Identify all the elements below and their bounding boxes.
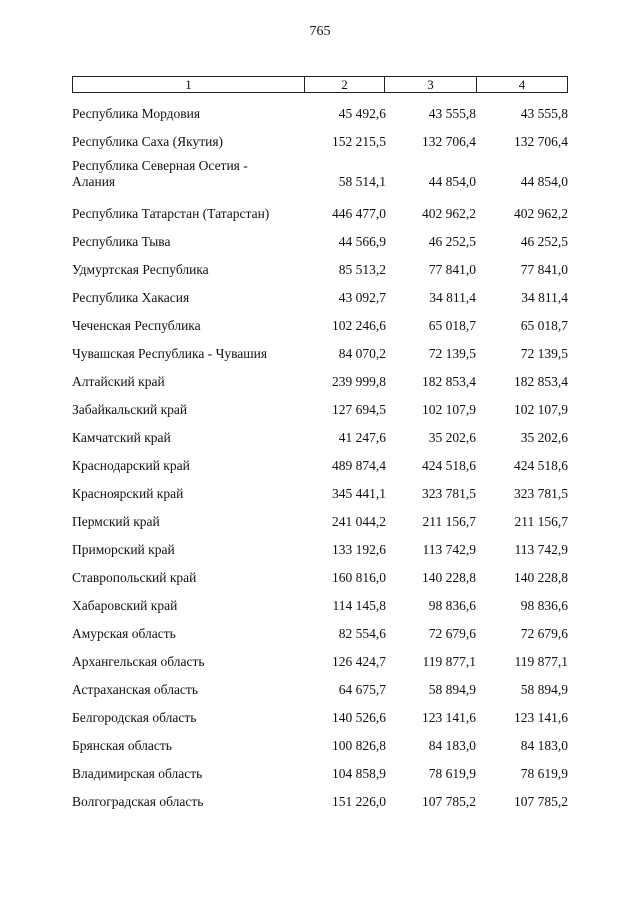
table-row (72, 424, 568, 452)
value-col-4: 323 781,5 (514, 486, 568, 501)
value-col-2: 140 526,6 (332, 710, 386, 725)
value-col-2: 44 566,9 (338, 234, 386, 249)
value-col-4: 65 018,7 (520, 318, 568, 333)
value-col-4: 123 141,6 (514, 710, 568, 725)
value-col-4: 402 962,2 (514, 206, 568, 221)
value-col-3: 402 962,2 (422, 206, 476, 221)
header-col-3: 3 (385, 77, 477, 92)
table-row (72, 536, 568, 564)
region-name: Алтайский край (72, 374, 165, 389)
value-col-2: 489 874,4 (332, 458, 386, 473)
table-row (72, 340, 568, 368)
value-col-3: 107 785,2 (422, 794, 476, 809)
table-row (72, 256, 568, 284)
region-name: Хабаровский край (72, 598, 178, 613)
value-col-2: 41 247,6 (338, 430, 386, 445)
table-row (72, 228, 568, 256)
table-header (72, 76, 568, 93)
value-col-2: 133 192,6 (332, 542, 386, 557)
value-col-4: 107 785,2 (514, 794, 568, 809)
region-name: Республика Тыва (72, 234, 171, 249)
table-row (72, 676, 568, 704)
value-col-4: 78 619,9 (520, 766, 568, 781)
region-name: Чеченская Республика (72, 318, 201, 333)
value-col-2: 160 816,0 (332, 570, 386, 585)
value-col-2: 114 145,8 (332, 598, 386, 613)
region-name: Владимирская область (72, 766, 203, 781)
value-col-3: 211 156,7 (422, 514, 476, 529)
table-row (72, 368, 568, 396)
region-name: Республика Мордовия (72, 106, 201, 121)
region-name: Краснодарский край (72, 458, 190, 473)
value-col-3: 58 894,9 (428, 682, 476, 697)
table-row (72, 156, 568, 196)
value-col-2: 126 424,7 (332, 654, 386, 669)
region-name: Красноярский край (72, 486, 184, 501)
value-col-3: 72 139,5 (428, 346, 476, 361)
value-col-2: 82 554,6 (338, 626, 386, 641)
region-name: Удмуртская Республика (72, 262, 209, 277)
header-col-1: 1 (73, 77, 305, 92)
value-col-3: 77 841,0 (428, 262, 476, 277)
value-col-2: 151 226,0 (332, 794, 386, 809)
value-col-4: 113 742,9 (514, 542, 568, 557)
value-col-3: 35 202,6 (428, 430, 476, 445)
value-col-4: 119 877,1 (514, 654, 568, 669)
region-name: Пермский край (72, 514, 160, 529)
value-col-2: 104 858,9 (332, 766, 386, 781)
value-col-4: 77 841,0 (520, 262, 568, 277)
value-col-3: 182 853,4 (422, 374, 476, 389)
value-col-3: 323 781,5 (422, 486, 476, 501)
value-col-3: 34 811,4 (429, 290, 476, 305)
value-col-2: 446 477,0 (332, 206, 386, 221)
table-row (72, 732, 568, 760)
region-name: Архангельская область (72, 654, 205, 669)
value-col-2: 85 513,2 (338, 262, 386, 277)
value-col-3: 44 854,0 (428, 174, 476, 189)
value-col-3: 65 018,7 (428, 318, 476, 333)
value-col-3: 123 141,6 (422, 710, 476, 725)
value-col-4: 43 555,8 (520, 106, 568, 121)
value-col-2: 345 441,1 (332, 486, 386, 501)
value-col-4: 102 107,9 (514, 402, 568, 417)
region-name: Чувашская Республика - Чувашия (72, 346, 268, 361)
region-name: Приморский край (72, 542, 175, 557)
value-col-4: 46 252,5 (520, 234, 568, 249)
region-name: Республика Хакасия (72, 290, 190, 305)
value-col-3: 46 252,5 (428, 234, 476, 249)
value-col-2: 64 675,7 (338, 682, 386, 697)
region-name: Белгородская область (72, 710, 197, 725)
table-row (72, 564, 568, 592)
region-name: Амурская область (72, 626, 176, 641)
value-col-3: 43 555,8 (428, 106, 476, 121)
value-col-4: 34 811,4 (521, 290, 568, 305)
value-col-2: 241 044,2 (332, 514, 386, 529)
value-col-2: 58 514,1 (338, 174, 386, 189)
value-col-3: 113 742,9 (422, 542, 476, 557)
value-col-3: 102 107,9 (422, 402, 476, 417)
value-col-2: 100 826,8 (332, 738, 386, 753)
value-col-4: 424 518,6 (514, 458, 568, 473)
region-name: Республика Татарстан (Татарстан) (72, 206, 270, 221)
table-row (72, 704, 568, 732)
table-row (72, 648, 568, 676)
value-col-2: 43 092,7 (338, 290, 386, 305)
value-col-3: 98 836,6 (428, 598, 476, 613)
table-row (72, 128, 568, 156)
value-col-3: 132 706,4 (422, 134, 476, 149)
value-col-4: 58 894,9 (520, 682, 568, 697)
table-row (72, 100, 568, 128)
value-col-2: 152 215,5 (332, 134, 386, 149)
header-col-4: 4 (518, 77, 526, 92)
value-col-4: 84 183,0 (520, 738, 568, 753)
value-col-4: 98 836,6 (520, 598, 568, 613)
value-col-2: 84 070,2 (338, 346, 386, 361)
table-row (72, 396, 568, 424)
value-col-2: 127 694,5 (332, 402, 386, 417)
value-col-3: 84 183,0 (428, 738, 476, 753)
table-row (72, 312, 568, 340)
value-col-4: 72 679,6 (520, 626, 568, 641)
value-col-2: 102 246,6 (332, 318, 386, 333)
table-row (72, 760, 568, 788)
region-name: Брянская область (72, 738, 172, 753)
value-col-3: 424 518,6 (422, 458, 476, 473)
header-col-2: 2 (305, 77, 385, 92)
value-col-4: 211 156,7 (514, 514, 568, 529)
value-col-3: 140 228,8 (422, 570, 476, 585)
table-row (72, 788, 568, 816)
value-col-4: 182 853,4 (514, 374, 568, 389)
value-col-3: 119 877,1 (422, 654, 476, 669)
region-name: Республика Северная Осетия - Алания (72, 158, 248, 189)
table-row (72, 508, 568, 536)
value-col-4: 132 706,4 (514, 134, 568, 149)
table-row (72, 452, 568, 480)
value-col-4: 44 854,0 (520, 174, 568, 189)
region-name: Республика Саха (Якутия) (72, 134, 224, 149)
table-row (72, 592, 568, 620)
value-col-3: 72 679,6 (428, 626, 476, 641)
value-col-3: 78 619,9 (428, 766, 476, 781)
table-row (72, 480, 568, 508)
value-col-4: 35 202,6 (520, 430, 568, 445)
region-name: Астраханская область (72, 682, 198, 697)
value-col-4: 140 228,8 (514, 570, 568, 585)
table-row (72, 620, 568, 648)
table-row (72, 200, 568, 228)
table-row (72, 284, 568, 312)
region-name: Камчатский край (72, 430, 171, 445)
region-name: Забайкальский край (72, 402, 188, 417)
page-number: 765 (309, 24, 331, 39)
region-name: Ставропольский край (72, 570, 197, 585)
value-col-2: 45 492,6 (338, 106, 386, 121)
value-col-4: 72 139,5 (520, 346, 568, 361)
value-col-2: 239 999,8 (332, 374, 386, 389)
region-name: Волгоградская область (72, 794, 204, 809)
